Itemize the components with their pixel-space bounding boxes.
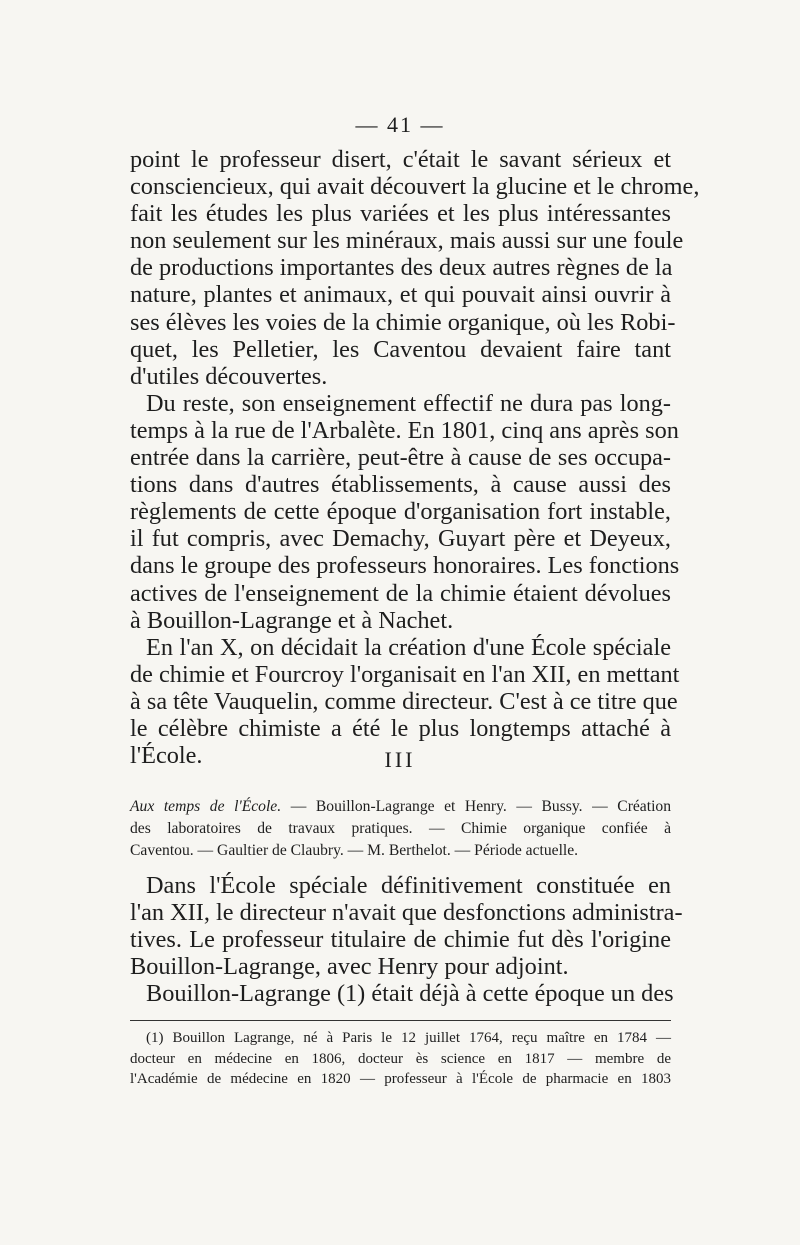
text-line: il fut compris, avec Demachy, Guyart père et Deyeux,: [130, 525, 671, 553]
summary-italic-title: Aux temps de l'École.: [130, 798, 282, 815]
text-line: point le professeur disert, c'était le savant sérieux et: [130, 146, 671, 173]
paragraph: [130, 980, 674, 1008]
paragraph: [130, 872, 683, 981]
summary-line: des laboratoires de travaux pratiques. — Chimie organique confiée à: [130, 820, 671, 837]
footnote-divider: [130, 1020, 671, 1021]
footnote-line: (1) Bouillon Lagrange, né à Paris le 12 juillet 1764, reçu maître en 1784 —: [146, 1030, 671, 1046]
text-line: entrée dans la carrière, peut-être à cause de ses occupa-: [130, 444, 671, 472]
text-line: Bouillon-Lagrange (1) était déjà à cette époque un des: [146, 980, 674, 1008]
paragraph-continued: [130, 146, 700, 390]
text-line: le célèbre chimiste a été le plus longtemps attaché à: [130, 714, 671, 742]
body-text-bottom: [130, 872, 683, 1008]
section-heading: III: [384, 747, 416, 772]
text-line: Dans l'École spéciale définitivement constituée en: [146, 872, 671, 899]
text-line: non seulement sur les minéraux, mais aussi sur une foule: [130, 227, 684, 255]
text-line: fait les études les plus variées et les plus intéressantes: [130, 200, 671, 228]
text-line: à sa tête Vauquelin, comme directeur. C'est à ce titre que: [130, 687, 678, 715]
section-summary: [130, 796, 671, 862]
text-line: Bouillon-Lagrange, avec Henry pour adjoint.: [130, 953, 569, 981]
footnote: [130, 1028, 671, 1090]
summary-line: [130, 796, 671, 818]
footnote-line: docteur en médecine en 1806, docteur ès science en 1817 — membre de: [130, 1050, 671, 1067]
summary-line: Caventou. — Gaultier de Claubry. — M. Berthelot. — Période actuelle.: [130, 842, 579, 859]
text-line: l'École.: [130, 742, 203, 770]
body-text-top: [130, 146, 700, 770]
text-line: quet, les Pelletier, les Caventou devaient faire tant: [130, 335, 671, 363]
text-line: temps à la rue de l'Arbalète. En 1801, cinq ans après son: [130, 416, 679, 444]
text-line: En l'an X, on décidait la création d'une École spéciale: [146, 633, 671, 661]
paragraph: [130, 389, 680, 634]
summary-text: — Bouillon-Lagrange et Henry. — Bussy. — Création: [281, 798, 671, 815]
text-line: tives. Le professeur titulaire de chimie fut dès l'origine: [130, 926, 671, 954]
text-line: de productions importantes des deux autres règnes de la: [130, 254, 673, 282]
text-line: ses élèves les voies de la chimie organique, où les Robi-: [130, 308, 676, 336]
text-line: de chimie et Fourcroy l'organisait en l'an XII, en mettant: [130, 660, 680, 688]
text-line: à Bouillon-Lagrange et à Nachet.: [130, 606, 454, 634]
text-line: Du reste, son enseignement effectif ne dura pas long-: [146, 389, 671, 417]
footnote-line: l'Académie de médecine en 1820 — professeur à l'École de pharmacie en 1803: [130, 1071, 671, 1087]
text-line: actives de l'enseignement de la chimie étaient dévolues: [130, 579, 671, 607]
text-line: d'utiles découvertes.: [130, 362, 328, 390]
text-line: dans le groupe des professeurs honoraires. Les fonctions: [130, 552, 680, 580]
text-line: tions dans d'autres établissements, à cause aussi des: [130, 471, 671, 499]
text-line: l'an XII, le directeur n'avait que desfonctions administra-: [130, 899, 683, 927]
text-line: nature, plantes et animaux, et qui pouvait ainsi ouvrir à: [130, 281, 671, 309]
text-line: consciencieux, qui avait découvert la glucine et le chrome,: [130, 173, 700, 201]
page-number: — 41 —: [355, 112, 445, 137]
text-line: règlements de cette époque d'organisation fort instable,: [130, 498, 671, 526]
